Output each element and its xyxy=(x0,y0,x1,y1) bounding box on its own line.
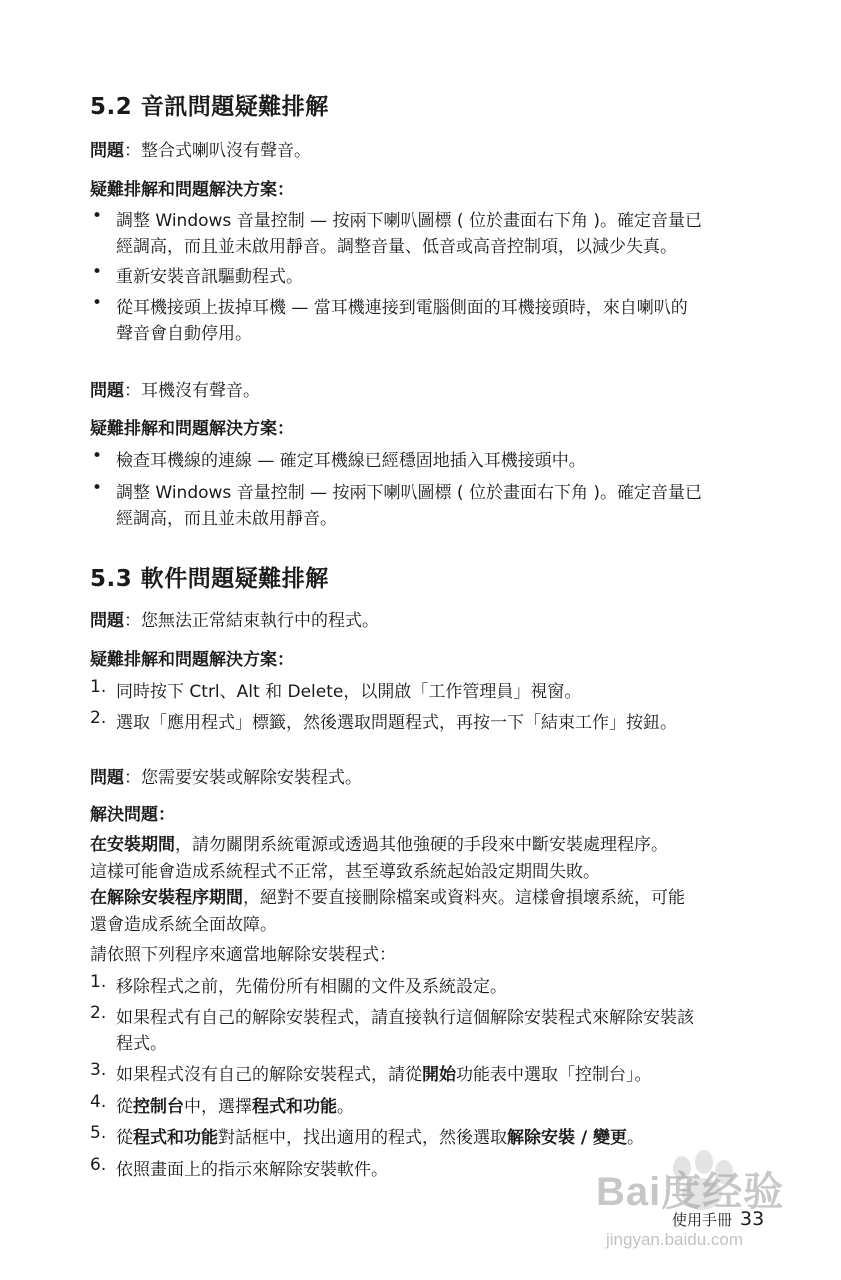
item-text-part: 。 xyxy=(627,1128,645,1148)
watermark-url: jingyan.baidu.com xyxy=(606,1230,744,1249)
bullet-text-continued: 經調高，而且並未啟用靜音。 xyxy=(116,509,337,529)
item-text-part: 如果程式沒有自己的解除安裝程式，請從 xyxy=(116,1065,422,1085)
warning-text: ，請勿關閉系統電源或透過其他強硬的手段來中斷安裝處理程序。 xyxy=(175,835,668,855)
item-number: 2. xyxy=(90,1003,107,1023)
problem-line xyxy=(90,763,362,788)
problem-text: ：您需要安裝或解除安裝程式。 xyxy=(124,768,362,788)
bullet-dot: • xyxy=(92,478,103,498)
item-text-continued: 程式。 xyxy=(116,1034,167,1054)
warning-text: ，絕對不要直接刪除檔案或資料夾。這樣會損壞系統，可能 xyxy=(243,888,685,908)
item-number: 3. xyxy=(90,1060,107,1080)
item-text xyxy=(116,1092,354,1117)
bullet-text-continued: 聲音會自動停用。 xyxy=(116,324,252,344)
problem-label: 問題 xyxy=(90,611,124,631)
problem-label: 問題 xyxy=(90,381,124,401)
item-text-part: 。 xyxy=(337,1097,354,1117)
item-number: 4. xyxy=(90,1092,107,1112)
item-text: 同時按下 Ctrl、Alt 和 Delete，以開啟「工作管理員」視窗。 xyxy=(116,682,582,702)
item-text: 如果程式有自己的解除安裝程式，請直接執行這個解除安裝程式來解除安裝該 xyxy=(116,1008,694,1028)
warning-text-continued: 這樣可能會造成系統程式不正常，甚至導致系統起始設定期間失敗。 xyxy=(90,862,600,882)
procedure-intro: 請依照下列程序來適當地解除安裝程式： xyxy=(90,945,396,965)
warning-text-continued: 還會造成系統全面故障。 xyxy=(90,915,277,935)
item-text-part: 從 xyxy=(116,1128,133,1148)
problem-label: 問題 xyxy=(90,768,124,788)
item-text-part: 功能表中選取「控制台」。 xyxy=(456,1065,652,1085)
bullet-text: 調整 Windows 音量控制 — 按兩下喇叭圖標 ( 位於畫面右下角 )。確定音量已 xyxy=(116,483,702,503)
bullet-text: 重新安裝音訊驅動程式。 xyxy=(116,267,303,287)
page-footer xyxy=(672,1208,764,1230)
problem-text: ：耳機沒有聲音。 xyxy=(124,381,260,401)
item-text-part: 從 xyxy=(116,1097,133,1117)
item-text-part: 中，選擇 xyxy=(184,1097,252,1117)
problem-line xyxy=(90,136,311,161)
bullet-dot: • xyxy=(92,206,103,226)
item-text xyxy=(116,1060,652,1085)
bullet-dot: • xyxy=(92,446,103,466)
ui-term-uninstall-change: 解除安裝 / 變更 xyxy=(507,1128,628,1148)
problem-line xyxy=(90,606,379,631)
item-number: 5. xyxy=(90,1123,107,1143)
section-heading-5-3: 5.3 軟件問題疑難排解 xyxy=(90,566,329,592)
solutions-heading: 疑難排解和問題解決方案： xyxy=(90,419,294,439)
bullet-dot: • xyxy=(92,262,103,282)
warning-paragraph xyxy=(90,830,668,855)
item-number: 6. xyxy=(90,1155,107,1175)
problem-line xyxy=(90,376,260,401)
item-number: 1. xyxy=(90,677,107,697)
item-number: 2. xyxy=(90,708,107,728)
solutions-heading: 疑難排解和問題解決方案： xyxy=(90,650,294,670)
problem-label: 問題 xyxy=(90,141,124,161)
item-text: 依照畫面上的指示來解除安裝軟件。 xyxy=(116,1160,388,1180)
item-number: 1. xyxy=(90,972,107,992)
bullet-text-continued: 經調高，而且並未啟用靜音。調整音量、低音或高音控制項，以減少失真。 xyxy=(116,237,677,257)
bullet-text: 檢查耳機線的連線 — 確定耳機線已經穩固地插入耳機接頭中。 xyxy=(116,451,586,471)
solve-heading: 解決問題： xyxy=(90,805,175,825)
item-text: 選取「應用程式」標籤，然後選取問題程式，再按一下「結束工作」按鈕。 xyxy=(116,713,677,733)
page-number: 33 xyxy=(740,1208,765,1230)
watermark-brand: Bai度经验 xyxy=(596,1170,785,1214)
ui-term-start: 開始 xyxy=(422,1065,456,1085)
ui-term-programs-features: 程式和功能 xyxy=(252,1097,337,1117)
section-heading-5-2: 5.2 音訊問題疑難排解 xyxy=(90,94,329,120)
bullet-text: 從耳機接頭上拔掉耳機 — 當耳機連接到電腦側面的耳機接頭時，來自喇叭的 xyxy=(116,298,688,318)
item-text xyxy=(116,1123,644,1148)
item-text-part: 對話框中，找出適用的程式，然後選取 xyxy=(218,1128,507,1148)
item-text: 移除程式之前，先備份所有相關的文件及系統設定。 xyxy=(116,977,507,997)
solutions-heading: 疑難排解和問題解決方案： xyxy=(90,180,294,200)
ui-term-programs-features: 程式和功能 xyxy=(133,1128,218,1148)
warning-emphasis: 在安裝期間 xyxy=(90,835,175,855)
footer-label: 使用手冊 xyxy=(672,1211,733,1229)
warning-paragraph xyxy=(90,883,685,908)
bullet-dot: • xyxy=(92,293,103,313)
problem-text: ：整合式喇叭沒有聲音。 xyxy=(124,141,311,161)
bullet-text: 調整 Windows 音量控制 — 按兩下喇叭圖標 ( 位於畫面右下角 )。確定音量已 xyxy=(116,211,702,231)
ui-term-control-panel: 控制台 xyxy=(133,1097,184,1117)
problem-text: ：您無法正常結束執行中的程式。 xyxy=(124,611,379,631)
warning-emphasis: 在解除安裝程序期間 xyxy=(90,888,243,908)
